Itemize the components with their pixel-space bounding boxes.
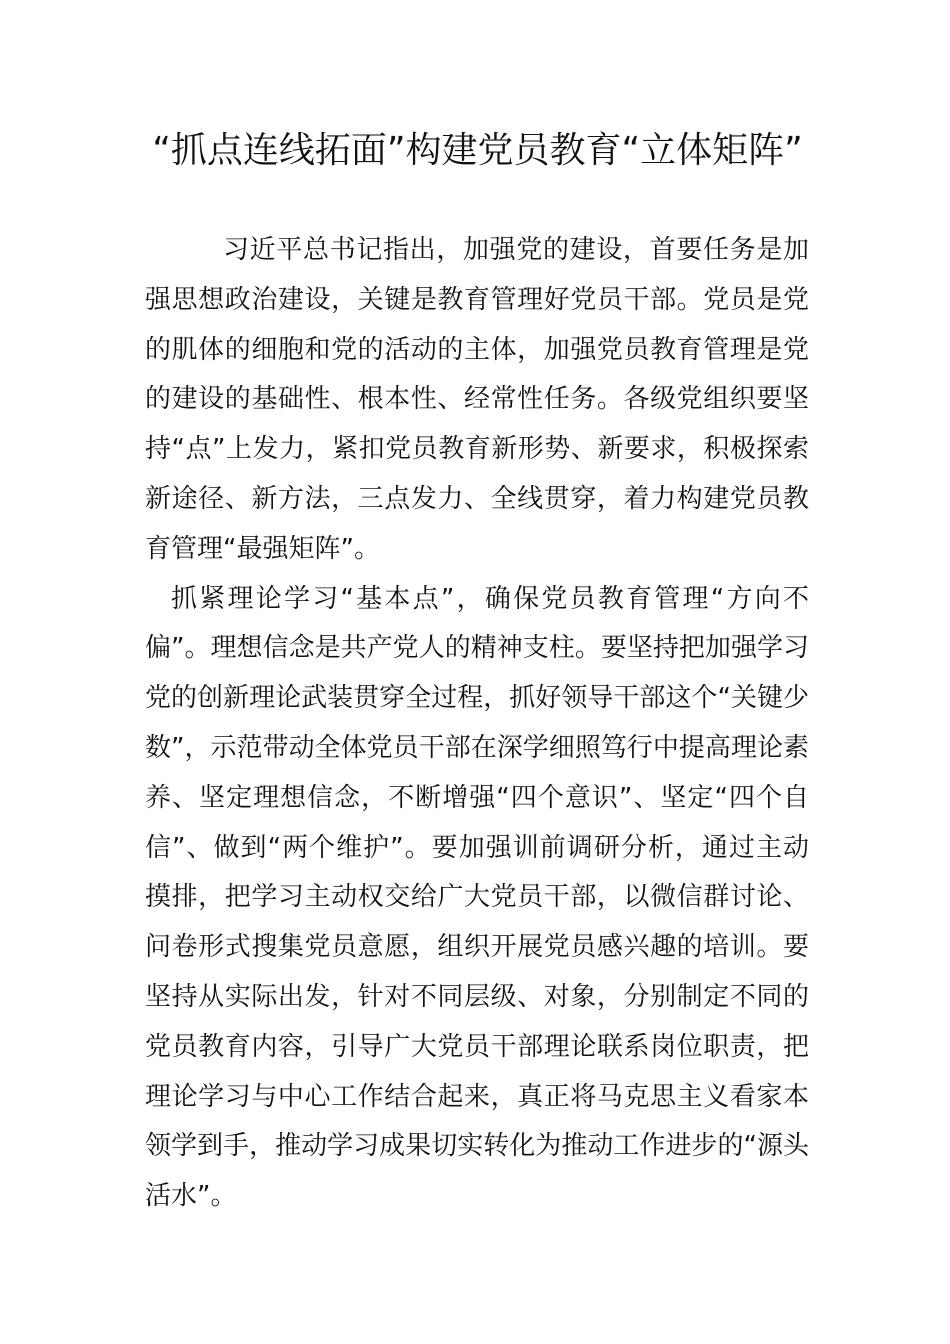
paragraph-theory-study: 抓紧理论学习“基本点”，确保党员教育管理“方向不偏”。理想信念是共产党人的精神支柱。要坚持把加强学习党的创新理论武装贯穿全过程，抓好领导干部这个“关键少数”，示范带动全体党员干部在深学细照笃行中提高理论素养、坚定理想信念，不断增强“四个意识”、坚定“四个自信”、做到“两个维护”。要加强训前调研分析，通过主动摸排，把学习主动权交给广大党员干部，以微信群讨论、问卷形式搜集党员意愿，组织开展党员感兴趣的培训。要坚持从实际出发，针对不同层级、对象，分别制定不同的党员教育内容，引导广大党员干部理论联系岗位职责，把理论学习与中心工作结合起来，真正将马克思主义看家本领学到手，推动学习成果切实转化为推动工作进步的“源头活水”。: [145, 583, 809, 1212]
document-title: “抓点连线拓面”构建党员教育“立体矩阵”: [152, 130, 803, 171]
document-body: [145, 226, 809, 1222]
paragraph-intro: 习近平总书记指出，加强党的建设，首要任务是加强思想政治建设，关键是教育管理好党员干部。党员是党的肌体的细胞和党的活动的主体，加强党员教育管理是党的建设的基础性、根本性、经常性任务。各级党组织要坚持“点”上发力，紧扣党员教育新形势、新要求，积极探索新途径、新方法，三点发力、全线贯穿，着力构建党员教育管理“最强矩阵”。: [145, 235, 809, 564]
